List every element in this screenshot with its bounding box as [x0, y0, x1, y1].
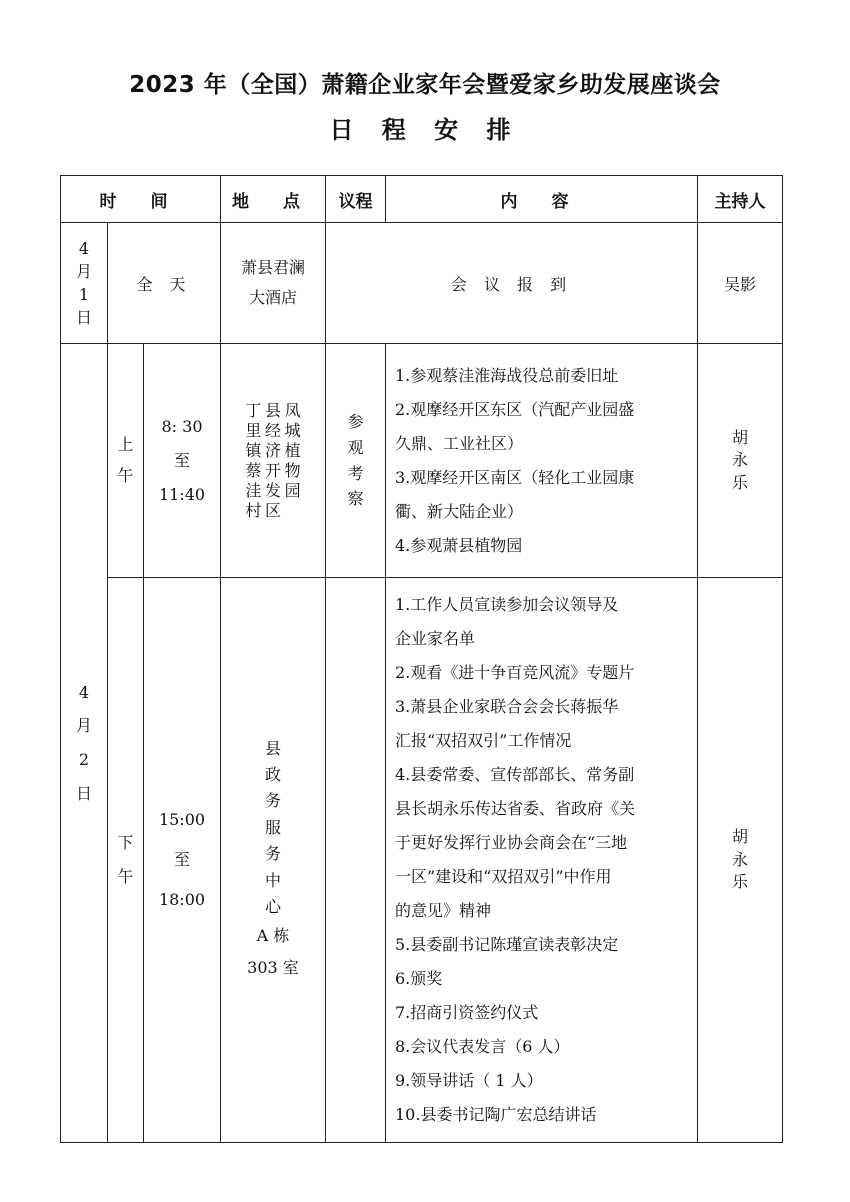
- morning-place: 凤城植物园 县经济开发区 丁里镇蔡洼村: [221, 344, 326, 578]
- list-item: 的意见》精神: [395, 901, 492, 920]
- table-row-day2-afternoon: [61, 578, 783, 1143]
- day1-content: 会 议 报 到: [326, 223, 698, 344]
- table-row-day2-morning: [61, 344, 783, 578]
- header-place: 地 点: [221, 176, 326, 223]
- list-item: 8.会议代表发言（6 人）: [395, 1037, 570, 1056]
- list-item: 7.招商引资签约仪式: [395, 1003, 539, 1022]
- header-agenda: 议程: [326, 176, 386, 223]
- list-item: 9.领导讲话（ 1 人）: [395, 1071, 543, 1090]
- morning-time: 8: 30 至 11:40: [144, 344, 221, 578]
- list-item: 4.参观萧县植物园: [395, 535, 523, 555]
- list-item: 于更好发挥行业协会商会在“三地: [395, 833, 628, 852]
- afternoon-host: 胡永乐: [698, 578, 783, 1143]
- morning-period: 上午: [108, 344, 144, 578]
- list-item: 汇报“双招双引”工作情况: [395, 731, 572, 750]
- list-item: 衢、新大陆企业）: [395, 501, 524, 521]
- list-item: 4.县委常委、宣传部部长、常务副: [395, 765, 635, 784]
- list-item: 久鼎、工业社区）: [395, 433, 524, 453]
- day1-time: 全 天: [108, 223, 221, 344]
- afternoon-period: 下午: [108, 578, 144, 1143]
- morning-agenda: 参观考察: [326, 344, 386, 578]
- day1-host: 吴影: [698, 223, 783, 344]
- morning-content: [386, 344, 698, 578]
- afternoon-content: [386, 578, 698, 1143]
- list-item: 5.县委副书记陈瑾宣读表彰决定: [395, 935, 619, 954]
- list-item: 6.颁奖: [395, 969, 443, 988]
- list-item: 3.观摩经开区南区（轻化工业园康: [395, 467, 635, 487]
- list-item: 县长胡永乐传达省委、省政府《关: [395, 799, 636, 818]
- table-row-day1: [61, 223, 783, 344]
- list-item: 3.萧县企业家联合会会长蒋振华: [395, 697, 619, 716]
- list-item: 2.观看《进十争百竞风流》专题片: [395, 663, 635, 682]
- list-item: 企业家名单: [395, 629, 476, 648]
- day1-date: 4月1日: [61, 223, 108, 344]
- list-item: 1.工作人员宣读参加会议领导及: [395, 595, 619, 614]
- header-time: 时 间: [61, 176, 221, 223]
- list-item: 10.县委书记陶广宏总结讲话: [395, 1105, 597, 1124]
- list-item: 一区”建设和“双招双引”中作用: [395, 867, 612, 886]
- document-subtitle: 日 程 安 排: [329, 116, 521, 144]
- afternoon-place: 县政务服务中心 A 栋 303 室: [221, 578, 326, 1143]
- list-item: 1.参观蔡洼淮海战役总前委旧址: [395, 365, 619, 385]
- document-title: 2023 年（全国）萧籍企业家年会暨爱家乡助发展座谈会: [129, 72, 721, 98]
- header-content: 内 容: [386, 176, 698, 223]
- schedule-table: [60, 175, 783, 1143]
- morning-host: 胡永乐: [698, 344, 783, 578]
- afternoon-time: 15:00 至 18:00: [144, 578, 221, 1143]
- list-item: 2.观摩经开区东区（汽配产业园盛: [395, 399, 635, 419]
- day2-date: 4月2日: [61, 344, 108, 1143]
- afternoon-agenda: [326, 578, 386, 1143]
- day1-place: 萧县君澜大酒店: [221, 223, 326, 344]
- table-header-row: [61, 176, 783, 223]
- header-host: 主持人: [698, 176, 783, 223]
